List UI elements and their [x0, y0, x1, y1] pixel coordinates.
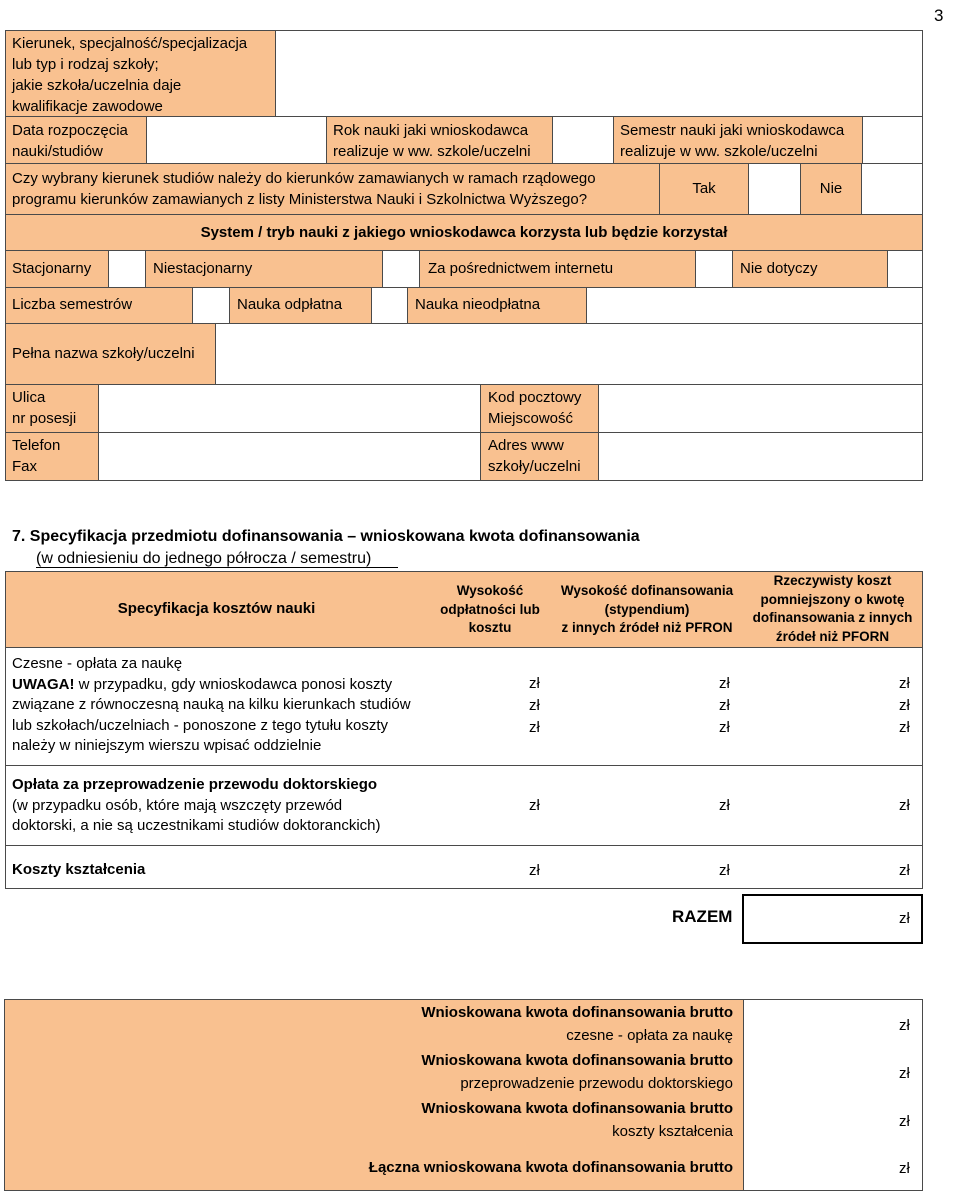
- education-other[interactable]: zł: [719, 862, 730, 879]
- doctoral-actual[interactable]: zł: [899, 797, 910, 814]
- page-number: 3: [934, 6, 944, 25]
- tuition-other-2[interactable]: zł: [719, 697, 730, 714]
- summary-row-3-amount: zł: [899, 1113, 910, 1130]
- total-currency: zł: [899, 910, 910, 927]
- tuition-fee-2[interactable]: zł: [529, 697, 540, 714]
- summary-row-1-title: Wnioskowana kwota dofinansowania brutto: [421, 1004, 733, 1021]
- doctoral-description: Opłata za przeprowadzenie przewodu doktorskiego (w przypadku osób, które mają wszczęty przewód doktorski, a nie są uczestnikami studiów doktoranckich): [12, 776, 381, 834]
- summary-row-2-title: Wnioskowana kwota dofinansowania brutto: [421, 1052, 733, 1069]
- summary-amount-box[interactable]: [743, 1000, 922, 1190]
- education-costs-label: Koszty kształcenia: [12, 861, 146, 878]
- section7-subtitle: (w odniesieniu do jednego półrocza / semestru): [36, 550, 372, 567]
- mode-stationary-label: Stacjonarny: [12, 260, 92, 277]
- yes-label: Tak: [692, 180, 716, 197]
- mode-stationary-checkbox[interactable]: [108, 250, 146, 288]
- full-name-label: Pełna nazwa szkoły/uczelni: [12, 345, 195, 362]
- header-actual-cost: Rzeczywisty koszt pomniejszony o kwotę dofinansowania z innych źródeł niż PFORN: [752, 573, 913, 644]
- doctoral-other[interactable]: zł: [719, 797, 730, 814]
- yes-checkbox[interactable]: [748, 163, 801, 215]
- tuition-fee-1[interactable]: zł: [529, 675, 540, 692]
- semester-label: Semestr nauki jaki wnioskodawca realizuje w ww. szkole/uczelni: [620, 122, 845, 160]
- mode-nonstationary-checkbox[interactable]: [382, 250, 420, 288]
- no-checkbox[interactable]: [861, 163, 923, 215]
- no-label: Nie: [819, 180, 843, 197]
- summary-final-amount: zł: [899, 1160, 910, 1177]
- tuition-fee-3[interactable]: zł: [529, 719, 540, 736]
- study-year-label: Rok nauki jaki wnioskodawca realizuje w ww. szkole/uczelni: [333, 122, 531, 160]
- row-divider-2: [5, 845, 923, 846]
- summary-row-3-sub: koszty kształcenia: [612, 1123, 733, 1140]
- header-spec: Specyfikacja kosztów nauki: [117, 600, 316, 617]
- mode-nonstationary-label: Niestacjonarny: [153, 260, 253, 277]
- phone-label: Telefon Fax: [12, 437, 61, 475]
- header-other-funding: Wysokość dofinansowania (stypendium) z innych źródeł niż PFRON: [560, 583, 734, 635]
- row-divider-1: [5, 765, 923, 766]
- tuition-description: Czesne - opłata za naukę UWAGA! w przypadku, gdy wnioskodawca ponosi koszty związane z równoczesną nauką na kilku kierunkach studiów lub szkołach/uczelniach - ponoszone z tego tytułu koszty należy w niniejszym wierszu wpisać oddzielnie: [12, 655, 411, 754]
- street-label: Ulica nr posesji: [12, 389, 77, 427]
- education-fee[interactable]: zł: [529, 862, 540, 879]
- mode-internet-checkbox[interactable]: [695, 250, 733, 288]
- www-input[interactable]: [598, 432, 923, 481]
- summary-final-title: Łączna wnioskowana kwota dofinansowania brutto: [368, 1159, 733, 1176]
- full-name-input[interactable]: [215, 323, 923, 385]
- summary-row-1-amount: zł: [899, 1017, 910, 1034]
- mode-na-checkbox[interactable]: [887, 250, 923, 288]
- mode-header: System / tryb nauki z jakiego wnioskodawca korzysta lub będzie korzystał: [200, 224, 728, 241]
- summary-row-1-sub: czesne - opłata za naukę: [566, 1027, 733, 1044]
- unpaid-label: Nauka nieodpłatna: [415, 296, 541, 313]
- paid-label: Nauka odpłatna: [237, 296, 343, 313]
- semester-count-input[interactable]: [192, 287, 230, 324]
- www-label: Adres www szkoły/uczelni: [488, 437, 581, 475]
- section7-title: 7. Specyfikacja przedmiotu dofinansowania – wnioskowana kwota dofinansowania: [12, 528, 640, 545]
- start-date-label: Data rozpoczęcia nauki/studiów: [12, 122, 128, 160]
- postal-input[interactable]: [598, 384, 923, 433]
- summary-row-3-title: Wnioskowana kwota dofinansowania brutto: [421, 1100, 733, 1117]
- uwaga-text: w przypadku, gdy wnioskodawca ponosi koszty: [74, 675, 393, 693]
- question-label: Czy wybrany kierunek studiów należy do kierunków zamawianych w ramach rządowego programu kierunków zamawianych z listy Ministerstwa Nauki i Szkolnictwa Wyższego?: [12, 170, 596, 208]
- total-label: RAZEM: [672, 907, 733, 926]
- study-year-input[interactable]: [552, 116, 614, 164]
- mode-na-label: Nie dotyczy: [740, 260, 818, 277]
- total-box[interactable]: [742, 894, 923, 944]
- uwaga-label: UWAGA!: [12, 675, 75, 693]
- phone-input[interactable]: [98, 432, 481, 481]
- summary-row-2-amount: zł: [899, 1065, 910, 1082]
- semester-count-label: Liczba semestrów: [12, 296, 133, 313]
- tuition-other-1[interactable]: zł: [719, 675, 730, 692]
- street-input[interactable]: [98, 384, 481, 433]
- tuition-actual-2[interactable]: zł: [899, 697, 910, 714]
- summary-row-2-sub: przeprowadzenie przewodu doktorskiego: [460, 1075, 733, 1092]
- school-info-form: [0, 0, 960, 485]
- tuition-actual-3[interactable]: zł: [899, 719, 910, 736]
- unpaid-checkbox[interactable]: [586, 287, 923, 324]
- education-actual[interactable]: zł: [899, 862, 910, 879]
- field-of-study-input[interactable]: [275, 30, 923, 117]
- start-date-input[interactable]: [146, 116, 327, 164]
- tuition-other-3[interactable]: zł: [719, 719, 730, 736]
- tuition-actual-1[interactable]: zł: [899, 675, 910, 692]
- field-of-study-label: Kierunek, specjalność/specjalizacja lub typ i rodzaj szkoły; jakie szkoła/uczelnia daje kwalifikacje zawodowe: [12, 35, 248, 115]
- postal-label: Kod pocztowy Miejscowość: [488, 389, 582, 427]
- paid-checkbox[interactable]: [371, 287, 408, 324]
- semester-input[interactable]: [862, 116, 923, 164]
- doctoral-fee[interactable]: zł: [529, 797, 540, 814]
- subtitle-underline: [36, 567, 398, 568]
- header-fee: Wysokość odpłatności lub kosztu: [440, 583, 540, 635]
- mode-internet-label: Za pośrednictwem internetu: [428, 260, 614, 277]
